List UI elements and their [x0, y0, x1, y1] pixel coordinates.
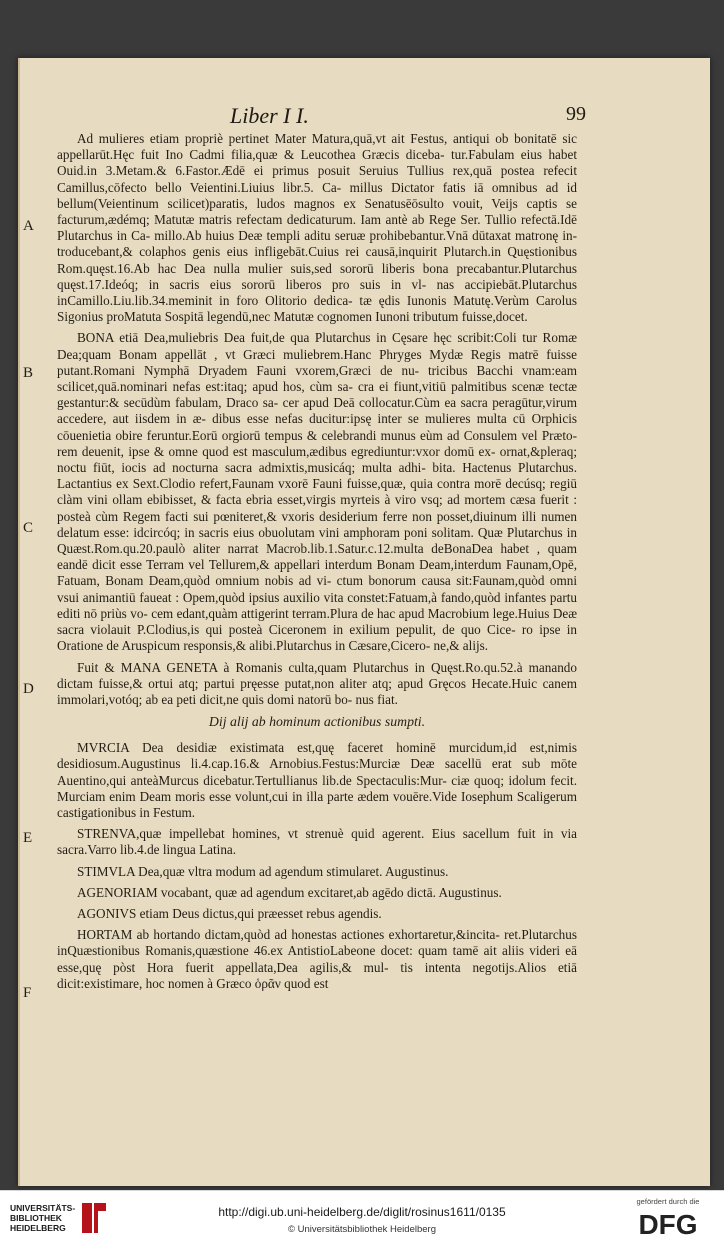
page-number: 99 — [566, 103, 586, 125]
running-title: Liber I I. — [230, 103, 309, 128]
margin-marker-f: F — [23, 985, 32, 1001]
paragraph-murcia: MVRCIA Dea desidiæ existimata est,quę faceret hominē murcidum,id est,nimis desidiosum.Augustinus li.4.cap.16.& Arnobius.Festus:Murciæ Deæ sacellū erat sub mōte Auentino,qui anteàMurcus dicebatur.Tertullianus lib.de Spectaculis:Mur- ciæ quoq; idolum fecit. Murciam enim Deam moris esse volunt,cui in illa parte ædem vouēre.Vide Iosephum Scaligerum castigationibus in Festum. — [57, 740, 577, 820]
margin-marker-d: D — [23, 681, 34, 697]
page-header — [20, 103, 710, 131]
paragraph-agenoria: AGENORIAM vocabant, quæ ad agendum excitaret,ab agēdo dictā. Augustinus. — [77, 884, 502, 900]
sponsor-tag: gefördert durch die — [636, 1197, 700, 1206]
paragraph-strenua: STRENVA,quæ impellebat homines, vt strenuè quid agerent. Eius sacellum fuit in via sacra.Varro lib.4.de lingua Latina. — [57, 826, 577, 858]
scanned-page — [18, 58, 710, 1186]
margin-marker-b: B — [23, 365, 34, 381]
margin-marker-e: E — [23, 830, 33, 846]
paragraph-stimula: STIMVLA Dea,quæ vltra modum ad agendum stimularet. Augustinus. — [77, 863, 449, 879]
dfg-logo-text: DFG — [638, 1209, 698, 1240]
margin-marker-a: A — [23, 218, 34, 234]
margin-marker-c: C — [23, 520, 34, 536]
paragraph-mater-matuta: Ad mulieres etiam propriè pertinet Mater Matura,quā,vt ait Festus, antiqui ob bonitatē sic appellarūt.Hęc fuit Ino Cadmi filia,quæ & Leucothea Græcis diceba- tur.Fabulam eius habet Ouid.in 3.Metam.& 6.Fastor.Ædē ei primus posuit Seruius Tullius rex,quā postea refecit Camillus,cōfecto bello Veientini.Liuius libr.5. Ca- millus Dictator fatis iā omnibus ad id bellum(Veientinum scilicet)paratis, ludos magnos ex Senatusēōsulto vouit, Veijs captis se facturum,ædémq; Matutæ matris refectam dedicaturum. Iam antè ab Rege Ser. Tullio refectā.Idē Plutarchus in Ca- millo.Ab huius Deæ templi aditu seruæ prohibebantur.Vnā dūtaxat matronę in- troducebant,& colaphos genis eius infligebāt.Cuius rei causā,inquirit Plutarch.in Quęstionibus Rom.quęst.16.Ab hac Dea nulla mulier suis,sed sororū liberis bona precabantur.Plutarchus quęst.17.Ideóq; in sacris eius sororū liberos pro suis in vl- nas accipiebāt.Plutarchus inCamillo.Liu.lib.34.meminit in foro Olitorio dedica- tæ ędis Iunonis Matutę.Verùm Carolus Sigonius proMatuta Sospitā legendū,nec Matutæ cognomen Iunoni tributum fuisse,docet. — [57, 131, 577, 325]
permalink-url[interactable]: http://digi.ub.uni-heidelberg.de/diglit/rosinus1611/0135 — [218, 1205, 506, 1219]
paragraph-mana-geneta: Fuit & MANA GENETA à Romanis culta,quam Plutarchus in Quęst.Ro.qu.52.à manando dictam fuisse,& ortui atq; partui pręesse putat,non aliter atq; apud Gręcos Hecate.Huic canem immolari,votóq; ab ea peti dicit,ne quis domi natorū bo- nus fiat. — [57, 659, 577, 707]
paragraph-bona-dea: BONA etiā Dea,muliebris Dea fuit,de qua Plutarchus in Cęsare hęc scribit:Coli tur Romæ Dea;quam Bonam appellāt , vt Græci muliebrem.Hanc Phryges Mydæ Regis matrē fuisse putant.Romani Nymphā Dryadem Fauni vxorem,Græci de nu- tricibus Bacchi vnam:eam scilicet,quā.nominari nefas est:itaq; apud hos, cùm sa- cra ei fiunt,vitiū palmitibus scenæ tectæ gestantur:& secūdùm fabulam, Draco sa- cer apud Deā collocatur.Cùm ea sacra peragūtur,virum accedere, aut iisdem in æ- dibus esse nefas ducitur:ipsę inter se mulieres multa cū Orphicis cōuenietia obire feruntur.Eorū orgiorū tempus & celebrandi munus eùm ad Consulem vel Præto- rem deuenit, ipse & omne quod est masculum,ædibus egrediuntur:vxor domū ex- ornat,&pleraq; noctu fiūt, iocis ad nocturna sacra admixtis,musicáq; multa adhi- bita. Hactenus Plutarchus. Lactantius ex Sext.Clodio refert,Faunam vxorē Fauni fuisse,quæ, quia contra morē decúsq; regiū clàm vini ollam ebibisset, & facta ebria esset,virgis myrteis à viro vsq; ad mortem cæsa fuerit : posteà cùm Regem facti sui pœniteret,& vxoris desiderium ferre non posset,diuinum illi numen delatum esse: idcircóq; in sacris eius obuolutam vini amphoram poni solitam. Quæ Plutarchus in Quæst.Rom.qu.20.paulò aliter narrat Macrob.lib.1.Satur.c.12.multa deBonaDea habet , quam eandē dicit esse Terram vel Tellurem,& appellari interdum Bonam Deam,interdum Faunam,Opē, Fatuam, Bonam Deam,quòd omnium nobis ad vi- ctum bonorum causa sit:Faunam,quòd omni vsui animantiū faueat : Opem,quòd ipsius auxilio vita constet:Fatuam,à fando,quòd infantes partu editi nō priùs vo- cem edant,quàm attigerint terram.Plura de hac apud Macrobium lege.Huius Deæ sacra violauit P.Clodius,is qui posteà Ciceronem in exilium pepulit, de quo Cice- ro ipse in Oratione de Aruspicum responsis,& alibi.Plutarchus in Cæsare,Cicero- ne,& alijs. — [57, 330, 577, 654]
section-heading: Dij alij ab hominum actionibus sumpti. — [208, 714, 426, 730]
paragraph-agonius: AGONIVS etiam Deus dictus,qui præesset rebus agendis. — [77, 905, 382, 921]
dfg-logo — [624, 1208, 712, 1240]
paragraph-horta: HORTAM ab hortando dictam,quòd ad honestas actiones exhortaretur,&incita- ret.Plutarchus inQuæstionibus Romanis,quæstione 46.ex AntistioLabeone docet: quam tamē ait aliis videri eā esse,quę pòst Hora fuerit appellata,Dea agilis,& mul- tis intenta negotijs.Alios etiā dicit:existimare, hoc nomen à Græco ὁρᾶν quod est — [57, 927, 577, 991]
page-body — [57, 131, 577, 997]
copyright-notice: © Universitätsbibliothek Heidelberg — [288, 1224, 436, 1235]
university-library-logo-text: UNIVERSITÄTS- BIBLIOTHEK HEIDELBERG — [10, 1203, 76, 1233]
footer-bar — [0, 1190, 724, 1247]
